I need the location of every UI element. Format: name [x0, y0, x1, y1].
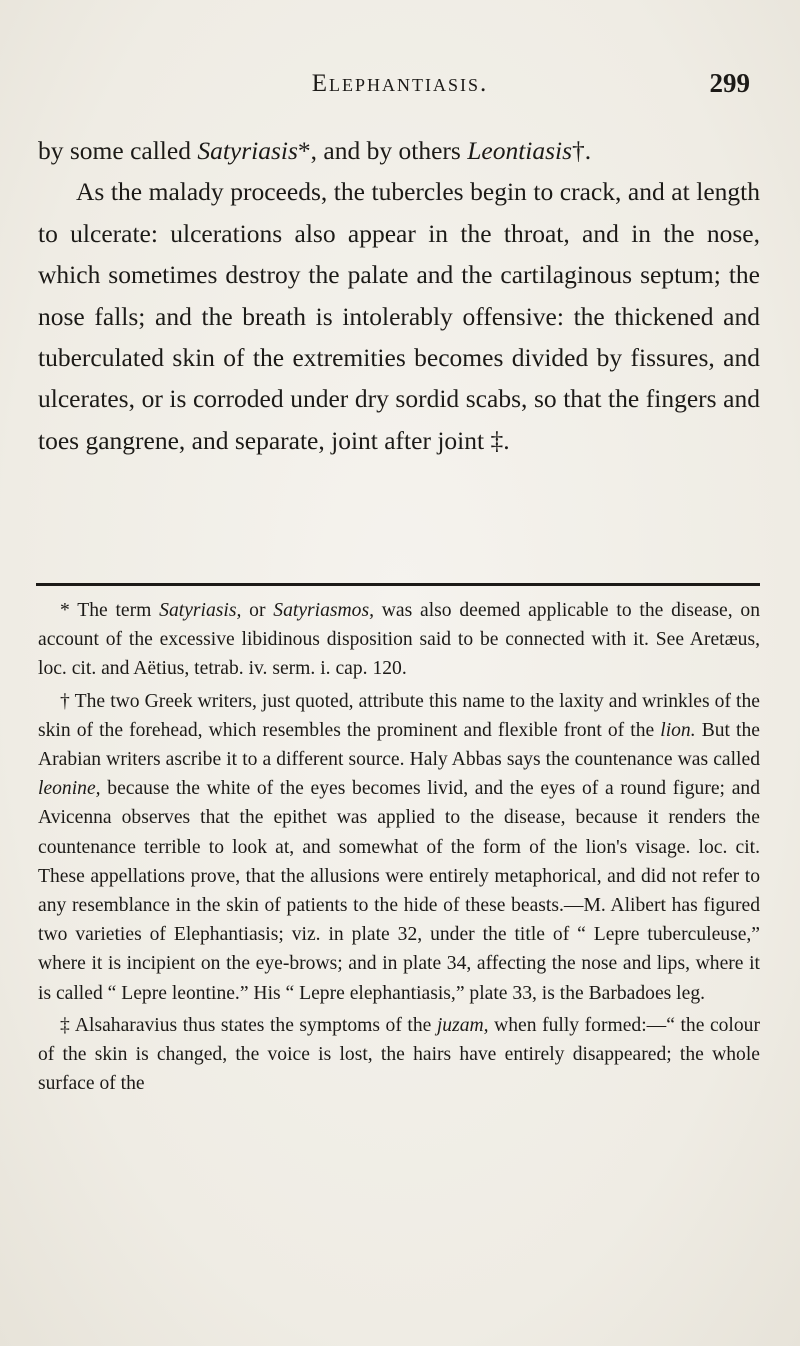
- italic-term: Satyriasis,: [159, 600, 242, 621]
- running-title: Elephantiasis.: [311, 70, 489, 97]
- text-run: †.: [572, 136, 592, 165]
- text-run: by some called: [38, 136, 198, 165]
- footnote-double-dagger: [38, 1011, 760, 1099]
- paragraph-malady: As the malady proceeds, the tubercles begin to crack, and at length to ulcerate: ulcerations also appear in the throat, and in the nose, which sometimes destroy the palate and the cartilaginous septum; the nose falls; and the breath is intolerably offensive: the thickened and tuberculated skin of the extremities becomes divided by fissures, and ulcerates, or is corroded under dry sordid scabs, so that the fingers and toes gangrene, and separate, joint after joint ‡.: [38, 177, 760, 455]
- text-run: ‡ Alsaharavius thus states the symptoms of the: [60, 1014, 437, 1036]
- paragraph-continuation: [38, 130, 760, 171]
- page-header: [36, 64, 764, 104]
- italic-term: leonine,: [38, 778, 101, 800]
- footnote-asterisk: [38, 596, 760, 684]
- italic-term-satyriasis: Satyriasis: [197, 136, 298, 165]
- text-run: because the white of the eyes becomes livid, and the eyes of a round figure; and Avicenna observes that the epithet was applied to the disease, because it renders the countenance terrible to look at, and somewhat of the form of the lion's visage. loc. cit. These appellations prove, that the allusions were entirely metaphorical, and did not refer to any resemblance in the skin of patients to the hide of these beasts.—M. Alibert has figured two varieties of Elephantiasis; viz. in plate 32, under the title of “ Lepre tuberculeuse,” where it is incipient on the eye-brows; and in plate 34, affecting the nose and lips, where it is called “ Lepre leontine.” His “ Lepre elephantiasis,” plate 33, is the Barbadoes leg.: [38, 778, 760, 1004]
- text-run: † The two Greek writers, just quoted, attribute this name to the laxity and wrinkles of the skin of the forehead, which resembles the prominent and flexible front of the: [38, 690, 760, 741]
- footnote-divider: [36, 583, 760, 586]
- text-run: *, and by others: [297, 136, 468, 165]
- text-run: or: [241, 600, 274, 621]
- footnote-dagger: [38, 687, 760, 1008]
- text-run: when fully formed:—“ the colour of the skin is changed, the voice is lost, the hairs have entirely disappeared; the whole surface of the: [38, 1014, 760, 1095]
- italic-term: juzam,: [436, 1014, 489, 1036]
- text-run: * The term: [60, 600, 160, 621]
- footnotes: [38, 596, 760, 1101]
- italic-term: Satyriasmos,: [273, 600, 374, 621]
- main-text: [38, 130, 760, 461]
- text-run: was also deemed applicable to the disease, on account of the excessive libidinous disposition said to be connected with it. See Aretæus, loc. cit. and Aëtius, tetrab. iv. serm. i. cap. 120.: [38, 600, 760, 680]
- italic-term-leontiasis: Leontiasis: [467, 136, 573, 165]
- page-number: 299: [709, 68, 750, 98]
- text-run: But the Arabian writers ascribe it to a different source. Haly Abbas says the countenance was called: [38, 719, 760, 771]
- italic-term: lion.: [660, 719, 696, 741]
